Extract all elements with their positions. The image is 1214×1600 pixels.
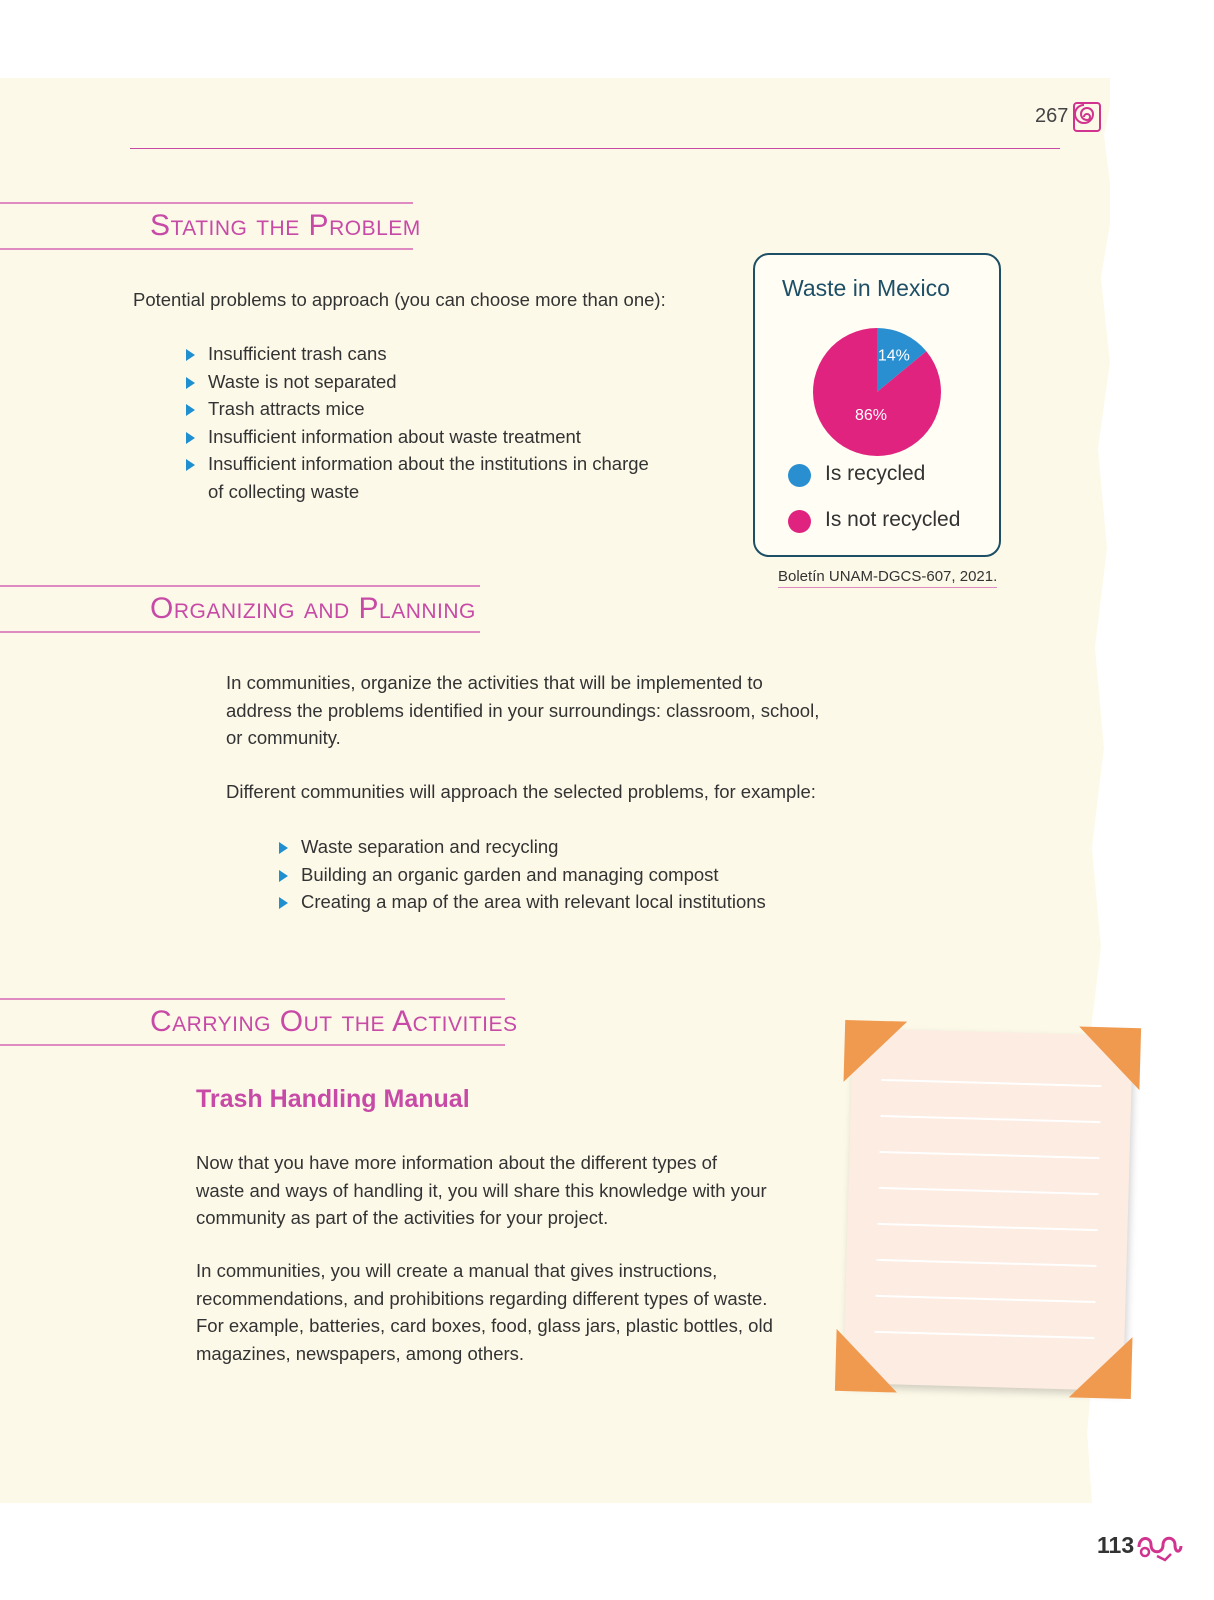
- bullet-icon: [186, 459, 195, 471]
- legend-label: Is recycled: [825, 462, 926, 485]
- bullet-icon: [279, 842, 288, 854]
- pie-data-label: 14%: [877, 347, 910, 365]
- bullet-icon: [279, 897, 288, 909]
- carrying-paragraph-1: Now that you have more information about the different types of waste and ways of handling it, you will share this knowledge with your community as part of the activities for your project.: [196, 1152, 767, 1228]
- carrying-paragraph-2: In communities, you will create a manual that gives instructions, recommendations, and prohibitions regarding different types of waste. For example, batteries, card boxes, food, glass jars, plastic bottles, old magazines, newspapers, among others.: [196, 1260, 773, 1364]
- section-title-stating: Stating the Problem: [150, 209, 421, 242]
- list-item: Insufficient trash cans: [184, 340, 649, 368]
- photo-corner: [1077, 1026, 1141, 1090]
- section-header-organizing: [0, 585, 480, 633]
- list-item: Creating a map of the area with relevant local institutions: [277, 888, 766, 916]
- bullet-icon: [186, 349, 195, 361]
- photo-corner: [844, 1020, 908, 1084]
- list-item: Trash attracts mice: [184, 395, 649, 423]
- page-number-bottom: 113: [1097, 1532, 1135, 1558]
- header-rule: [130, 148, 1060, 149]
- stating-intro: Potential problems to approach (you can choose more than one):: [133, 289, 666, 310]
- lined-note-illustration: [843, 1028, 1133, 1391]
- bullet-icon: [279, 870, 288, 882]
- list-item: Building an organic garden and managing compost: [277, 861, 766, 889]
- organizing-example-list: [277, 833, 766, 916]
- legend-label: Is not recycled: [825, 508, 961, 531]
- pie-data-label: 86%: [854, 407, 888, 425]
- bullet-icon: [186, 377, 195, 389]
- subsection-title: Trash Handling Manual: [196, 1085, 470, 1113]
- knot-glyph-icon: [1135, 1532, 1183, 1562]
- section-title-organizing: Organizing and Planning: [150, 592, 476, 625]
- list-item: Waste separation and recycling: [277, 833, 766, 861]
- waste-chart-box: [753, 253, 1001, 557]
- legend-swatch: [788, 510, 811, 533]
- legend-swatch: [788, 464, 811, 487]
- section-header-carrying: [0, 998, 518, 1046]
- section-header-stating: [0, 202, 421, 250]
- chart-source: Boletín UNAM-DGCS-607, 2021.: [778, 568, 997, 588]
- list-item-continuation: of collecting waste: [208, 480, 360, 502]
- section-title-carrying: Carrying Out the Activities: [150, 1005, 518, 1038]
- bullet-icon: [186, 432, 195, 444]
- photo-corner: [1069, 1335, 1133, 1399]
- bullet-icon: [186, 404, 195, 416]
- organizing-paragraph-2: Different communities will approach the selected problems, for example:: [226, 781, 816, 802]
- list-item: Insufficient information about the institutions in charge: [184, 450, 649, 478]
- list-item: Insufficient information about waste treatment: [184, 423, 649, 451]
- photo-corner: [835, 1329, 899, 1393]
- chart-title: Waste in Mexico: [782, 275, 950, 301]
- stating-problem-list: [184, 340, 649, 505]
- list-item: Waste is not separated: [184, 368, 649, 396]
- spiral-glyph-icon: [1073, 102, 1101, 132]
- organizing-paragraph-1: In communities, organize the activities that will be implemented to address the problems identified in your surroundings: classroom, school, or community.: [226, 672, 820, 748]
- page-number-top: 267: [1035, 105, 1069, 127]
